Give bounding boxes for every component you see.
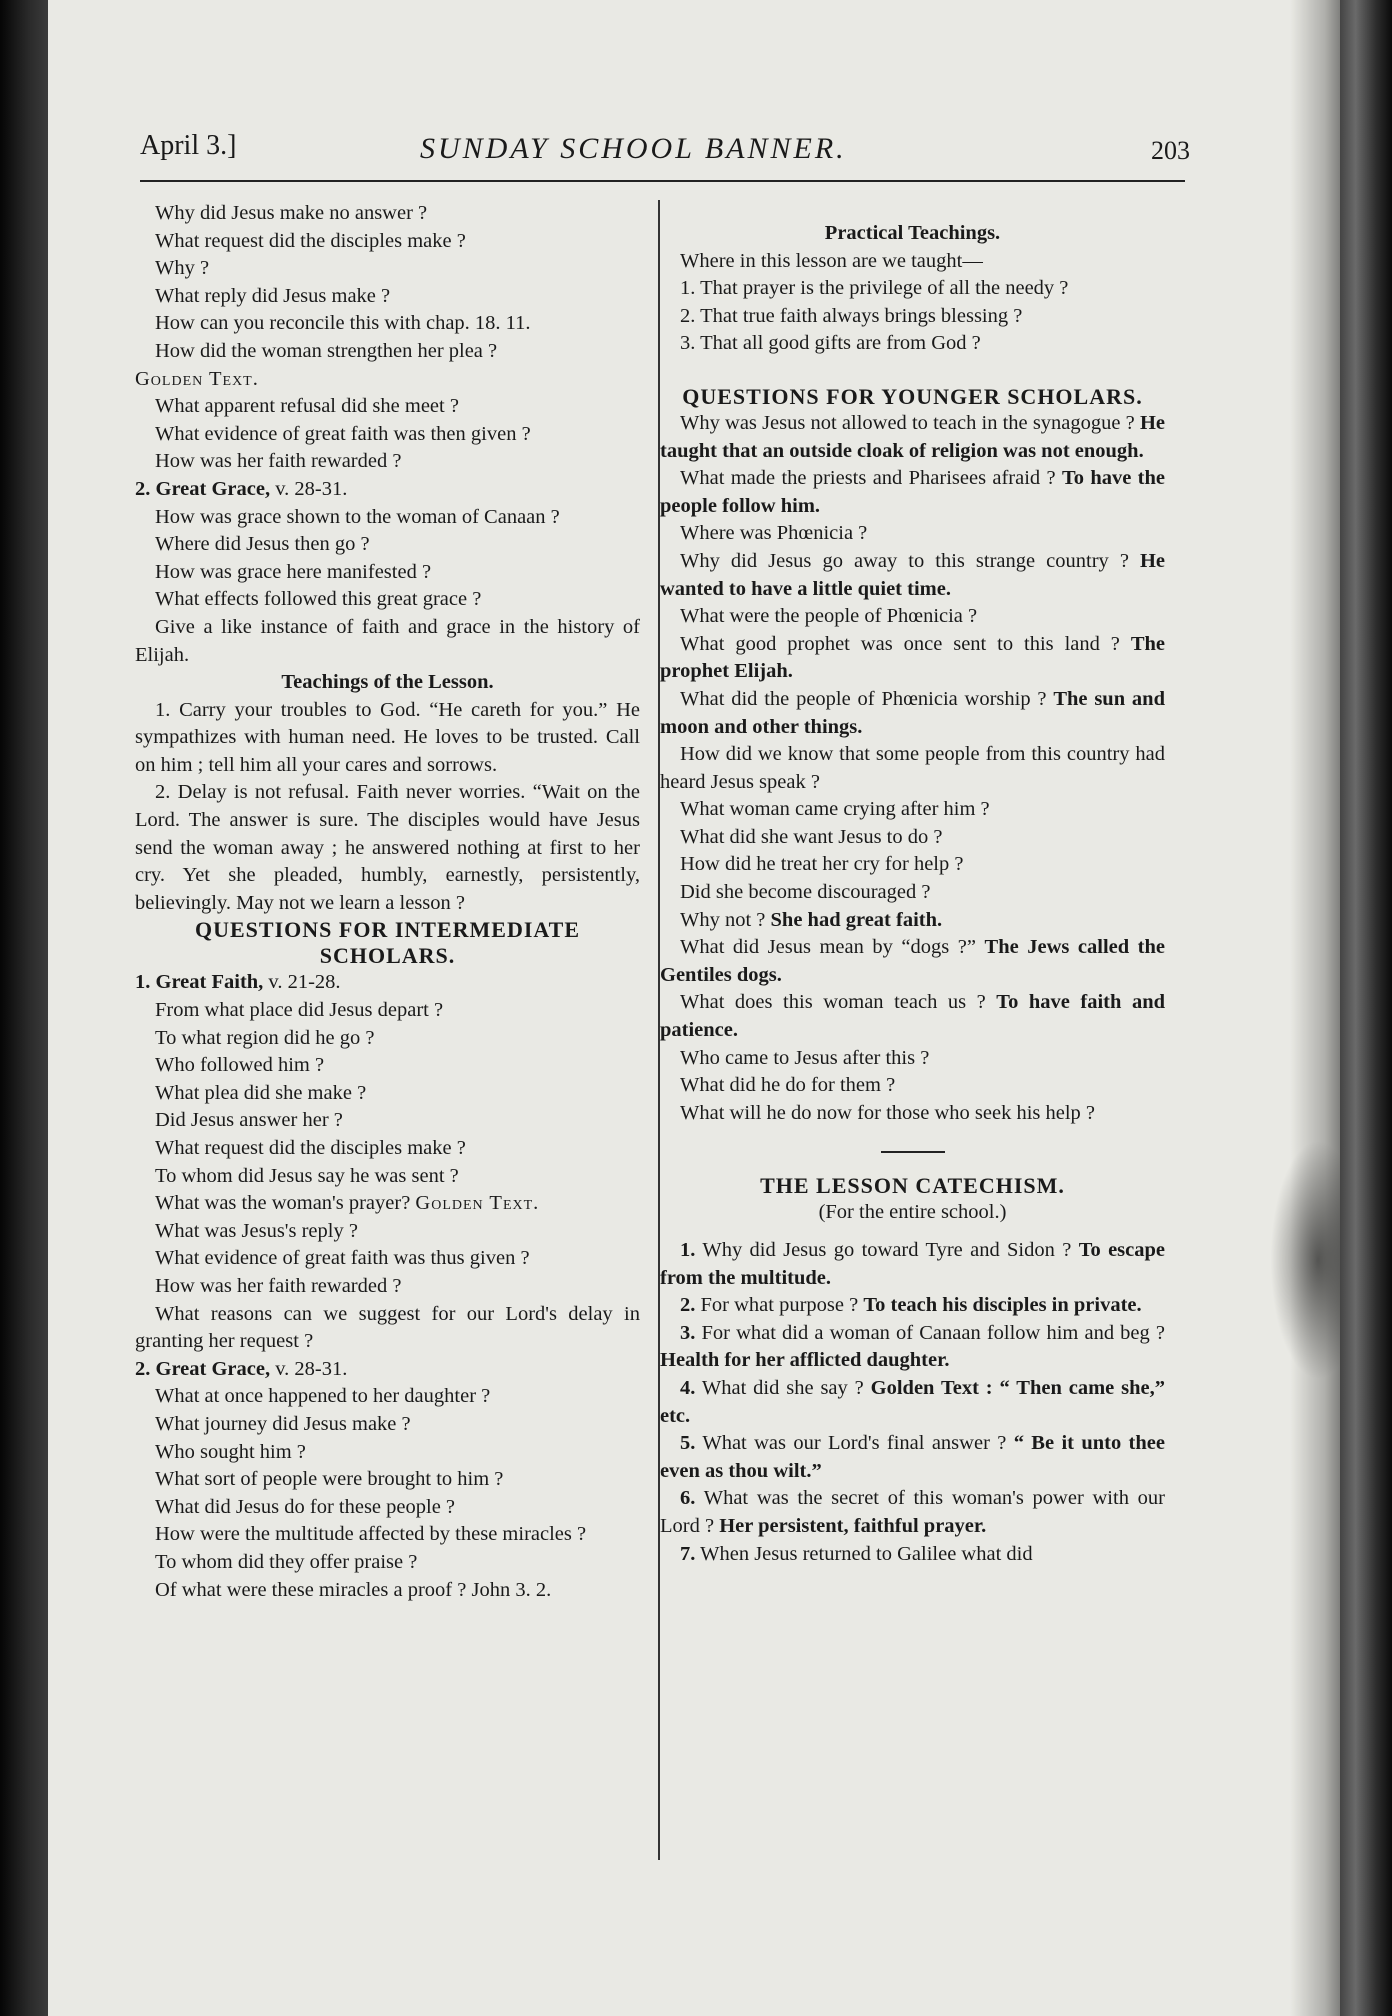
question: What did she say ? — [695, 1376, 871, 1399]
younger-qa — [660, 796, 1165, 824]
question: What will he do now for those who seek his help ? — [680, 1101, 1096, 1124]
younger-qa — [660, 520, 1165, 548]
question: What were the people of Phœnicia ? — [680, 605, 978, 628]
catechism-number: 2. — [680, 1294, 696, 1317]
header-rule — [140, 180, 1185, 182]
answer: To teach his disciples in private. — [863, 1294, 1142, 1317]
question: Why did Jesus make no answer ? — [155, 202, 428, 224]
question: How can you reconcile this with chap. 18. 11. — [155, 312, 531, 335]
question: What was the secret of this woman's power with our Lord ? — [660, 1487, 1165, 1537]
younger-qa — [660, 824, 1165, 852]
answer: She had great faith. — [770, 908, 943, 931]
page-shadow — [1270, 1140, 1350, 1380]
section-heading-great-grace-2 — [135, 1356, 640, 1384]
question: What was Jesus's reply ? — [155, 1219, 358, 1242]
catechism-item — [660, 1485, 1165, 1540]
section-title: 1. Great Faith, — [135, 971, 264, 994]
younger-title: QUESTIONS FOR YOUNGER SCHOLARS. — [682, 383, 1143, 409]
younger-qa — [660, 1072, 1165, 1100]
question: What request did the disciples make ? — [155, 1137, 466, 1159]
page-edge-shadow — [1290, 0, 1340, 2016]
header-date: April 3.] — [140, 130, 237, 161]
answer: To escape from the multitude. — [660, 1239, 1166, 1289]
question: How was her faith rewarded ? — [155, 450, 402, 473]
teaching-paragraph: 2. Delay is not refusal. Faith never worries. “Wait on the Lord. The answer is sure. The disciples would have Jesus send the woman away ; he answered nothing at first to her cry. Yet she pleaded, humbly, earnestly, persistently, believingly. May not we learn a lesson ? — [135, 781, 640, 914]
question: What did he do for them ? — [680, 1074, 896, 1097]
question: What sort of people were brought to him ? — [155, 1468, 504, 1491]
question: Who sought him ? — [155, 1440, 306, 1463]
section-ref: v. 28-31. — [270, 1357, 348, 1380]
question: How were the multitude affected by these miracles ? — [155, 1523, 587, 1546]
question: Why did Jesus go toward Tyre and Sidon ? — [695, 1239, 1079, 1261]
younger-qa — [660, 603, 1165, 631]
question: Who came to Jesus after this ? — [680, 1046, 930, 1069]
question: What reasons can we suggest for our Lord's delay in granting her request ? — [135, 1302, 640, 1353]
left-column — [135, 200, 640, 1604]
book-binding-left — [0, 0, 48, 2016]
question: What good prophet was once sent to this land ? — [680, 632, 1131, 655]
answer: Her persistent, faithful prayer. — [719, 1514, 987, 1537]
practical-item: 1. That prayer is the privilege of all the needy ? — [680, 277, 1069, 300]
question: Why ? — [155, 257, 210, 280]
question: Did Jesus answer her ? — [155, 1109, 343, 1132]
younger-qa — [660, 907, 1165, 935]
catechism-subtitle: (For the entire school.) — [818, 1201, 1007, 1224]
practical-intro: Where in this lesson are we taught— — [680, 249, 983, 272]
younger-qa — [660, 686, 1165, 741]
question: What did the people of Phœnicia worship ? — [680, 687, 1054, 710]
right-column — [660, 200, 1165, 1568]
page-number: 203 — [1151, 136, 1190, 165]
younger-qa — [660, 989, 1165, 1044]
catechism-title: THE LESSON CATECHISM. — [760, 1173, 1065, 1199]
question: How did we know that some people from this country had heard Jesus speak ? — [660, 743, 1165, 793]
question: When Jesus returned to Galilee what did — [695, 1542, 1033, 1565]
question: To what region did he go ? — [155, 1026, 375, 1049]
catechism-item — [660, 1375, 1165, 1430]
practical-item: 3. That all good gifts are from God ? — [680, 332, 981, 355]
question: Why did Jesus go away to this strange country ? — [680, 549, 1140, 572]
catechism-number: 5. — [680, 1432, 696, 1455]
catechism-number: 4. — [680, 1376, 696, 1399]
younger-qa — [660, 879, 1165, 907]
section-divider — [881, 1151, 945, 1153]
question: How was grace here manifested ? — [155, 560, 432, 583]
running-head — [140, 130, 1190, 176]
question: To whom did they offer praise ? — [155, 1550, 418, 1573]
catechism-item — [660, 1237, 1165, 1292]
question: What effects followed this great grace ? — [155, 588, 482, 611]
catechism-number: 7. — [680, 1542, 696, 1565]
catechism-number: 3. — [680, 1321, 696, 1344]
younger-qa — [660, 548, 1165, 603]
question: Who followed him ? — [155, 1054, 325, 1077]
catechism-item — [660, 1430, 1165, 1485]
younger-qa — [660, 465, 1165, 520]
question: Where was Phœnicia ? — [680, 522, 868, 545]
answer: Health for her afflicted daughter. — [660, 1349, 950, 1372]
question: Give a like instance of faith and grace in the history of Elijah. — [135, 615, 640, 666]
younger-qa — [660, 851, 1165, 879]
teachings-title: Teachings of the Lesson. — [281, 671, 494, 694]
answer: “ Be it unto thee even as thou wilt.” — [660, 1432, 1165, 1482]
answer: The Jews called the Gentiles dogs. — [660, 936, 1166, 986]
question-with-golden-text — [135, 1190, 640, 1218]
answer: To have faith and patience. — [660, 991, 1165, 1042]
question: From what place did Jesus depart ? — [155, 999, 444, 1022]
question: To whom did Jesus say he was sent ? — [155, 1164, 459, 1187]
answer: Golden Text : “ Then came she,” etc. — [660, 1376, 1165, 1427]
section-heading-great-faith — [135, 969, 640, 997]
catechism-item — [660, 1320, 1165, 1375]
teaching-paragraph: 1. Carry your troubles to God. “He careth for you.” He sympathizes with human need. He loves to be trusted. Call on him ; tell him all your cares and sorrows. — [135, 698, 640, 776]
answer: The sun and moon and other things. — [660, 687, 1165, 738]
younger-qa — [660, 631, 1165, 686]
section-ref: v. 28-31. — [270, 477, 348, 500]
golden-text-label — [135, 366, 640, 394]
younger-qa — [660, 410, 1165, 465]
younger-qa — [660, 741, 1165, 796]
question: What evidence of great faith was thus given ? — [155, 1247, 530, 1270]
question: What was our Lord's final answer ? — [695, 1432, 1014, 1455]
question: For what did a woman of Canaan follow him and beg ? — [695, 1321, 1165, 1344]
question: What does this woman teach us ? — [680, 991, 997, 1014]
question: How was her faith rewarded ? — [155, 1274, 402, 1297]
question: For what purpose ? — [695, 1294, 864, 1317]
golden-text: Golden Text. — [135, 367, 259, 390]
question: What did Jesus mean by “dogs ?” — [680, 936, 985, 959]
question: Why was Jesus not allowed to teach in the synagogue ? — [680, 411, 1140, 434]
section-title: 2. Great Grace, — [135, 1357, 271, 1380]
section-title: 2. Great Grace, — [135, 477, 271, 500]
question: What did Jesus do for these people ? — [155, 1495, 456, 1518]
question: What at once happened to her daughter ? — [155, 1385, 491, 1408]
question: What apparent refusal did she meet ? — [155, 395, 459, 418]
section-ref: v. 21-28. — [263, 971, 341, 994]
answer: He taught that an outside cloak of religion was not enough. — [660, 411, 1165, 462]
answer: He wanted to have a little quiet time. — [660, 549, 1165, 600]
younger-qa — [660, 1045, 1165, 1073]
book-binding-right — [1340, 0, 1392, 2016]
catechism-item — [660, 1541, 1165, 1569]
question: What journey did Jesus make ? — [155, 1412, 411, 1435]
practical-item: 2. That true faith always brings blessing ? — [680, 304, 1023, 327]
question: What reply did Jesus make ? — [155, 284, 391, 307]
question: What made the priests and Pharisees afraid ? — [680, 467, 1062, 490]
header-title: SUNDAY SCHOOL BANNER. — [420, 132, 847, 165]
question: What did she want Jesus to do ? — [680, 825, 943, 848]
answer: To have the people follow him. — [660, 467, 1165, 517]
question: What request did the disciples make ? — [155, 229, 466, 252]
answer: The prophet Elijah. — [660, 632, 1165, 683]
younger-qa — [660, 1100, 1165, 1128]
question: What woman came crying after him ? — [680, 798, 990, 821]
section-heading-great-grace — [135, 476, 640, 504]
question: Why not ? — [680, 908, 771, 931]
catechism-item — [660, 1292, 1165, 1320]
question: How did he treat her cry for help ? — [680, 853, 964, 876]
question: What was the woman's prayer? — [155, 1192, 416, 1215]
practical-title: Practical Teachings. — [824, 222, 1001, 244]
question: Did she become discouraged ? — [680, 881, 931, 904]
intermediate-title: QUESTIONS FOR INTERMEDIATE SCHOLARS. — [195, 917, 580, 969]
question: What plea did she make ? — [155, 1081, 367, 1104]
question: How did the woman strengthen her plea ? — [155, 339, 498, 362]
catechism-number: 6. — [680, 1487, 696, 1510]
golden-text: Golden Text. — [415, 1192, 540, 1215]
catechism-number: 1. — [680, 1239, 696, 1261]
question: Of what were these miracles a proof ? John 3. 2. — [155, 1578, 552, 1601]
question: How was grace shown to the woman of Canaan ? — [155, 505, 560, 528]
question: Where did Jesus then go ? — [155, 533, 370, 556]
younger-qa — [660, 934, 1165, 989]
question: What evidence of great faith was then given ? — [155, 422, 531, 445]
